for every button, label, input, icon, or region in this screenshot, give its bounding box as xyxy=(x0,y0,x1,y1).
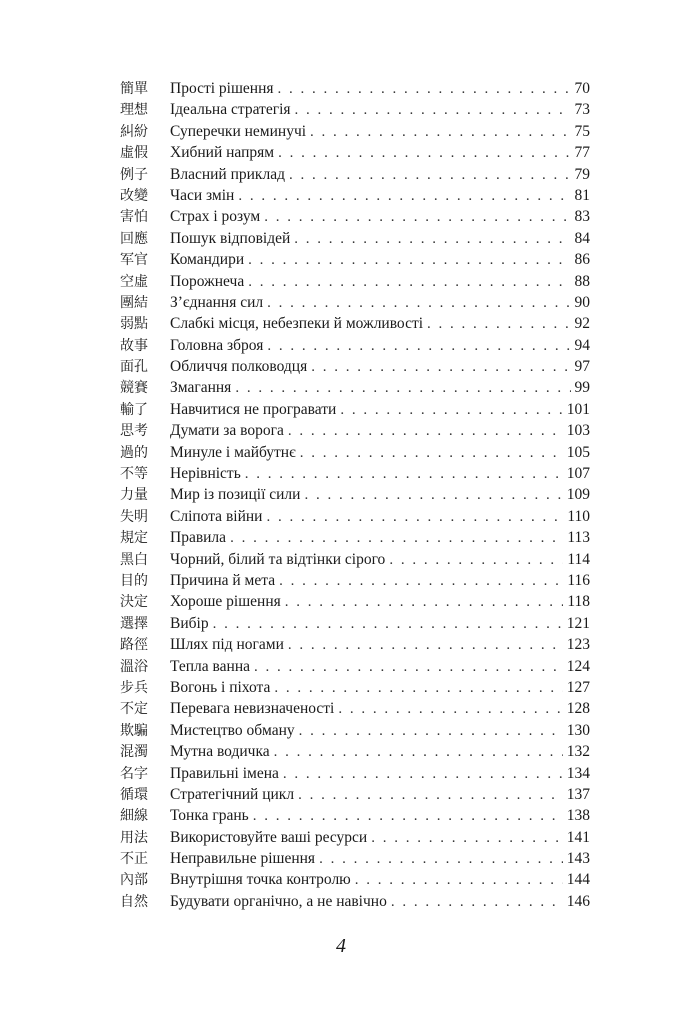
toc-entry-kanji: 军官 xyxy=(120,252,148,269)
toc-entry-kanji: 簡單 xyxy=(120,81,148,97)
toc-entry xyxy=(120,292,590,313)
toc-dot-leader xyxy=(230,528,563,549)
toc-entry-kanji: 糾紛 xyxy=(120,123,148,140)
toc-entry xyxy=(120,442,590,463)
toc-dot-leader xyxy=(245,464,563,485)
toc-entry-kanji: 名字 xyxy=(120,765,148,782)
toc-entry xyxy=(120,420,590,441)
toc-entry-page: 109 xyxy=(566,486,590,504)
toc-entry-page: 138 xyxy=(566,807,590,825)
toc-dot-leader xyxy=(389,550,563,571)
toc-entry-title: Хибний напрям xyxy=(170,144,275,162)
toc-entry-title: Шлях під ногами xyxy=(170,636,284,654)
toc-entry-kanji: 空虛 xyxy=(120,273,148,290)
toc-entry-title: Головна зброя xyxy=(170,336,264,354)
toc-entry xyxy=(120,335,590,356)
toc-entry-kanji: 目的 xyxy=(120,572,148,589)
toc-dot-leader xyxy=(340,400,562,421)
toc-dot-leader xyxy=(288,421,563,442)
toc-entry-kanji: 用法 xyxy=(120,829,148,846)
toc-dot-leader xyxy=(213,614,563,635)
toc-entry-page: 94 xyxy=(574,336,590,354)
toc-entry-page: 124 xyxy=(566,657,590,675)
toc-entry-title: Ідеальна стратегія xyxy=(170,101,291,119)
toc-entry xyxy=(120,206,590,227)
toc-entry xyxy=(120,142,590,163)
toc-entry xyxy=(120,527,590,548)
toc-entry-kanji: 選擇 xyxy=(120,615,148,632)
toc-entry xyxy=(120,677,590,698)
toc-entry-page: 97 xyxy=(574,358,590,376)
toc-dot-leader xyxy=(279,571,563,592)
toc-entry-kanji: 不正 xyxy=(120,851,148,868)
toc-entry xyxy=(120,869,590,890)
toc-entry-page: 90 xyxy=(574,293,590,311)
toc-entry-kanji: 改變 xyxy=(120,187,148,204)
toc-entry-page: 75 xyxy=(574,122,590,140)
toc-entry-page: 99 xyxy=(574,379,590,397)
toc-entry-page: 84 xyxy=(574,229,590,247)
toc-entry xyxy=(120,549,590,570)
toc-entry-kanji: 步兵 xyxy=(120,679,148,696)
toc-dot-leader xyxy=(278,79,571,100)
toc-entry xyxy=(120,78,590,99)
toc-entry-title: Порожнеча xyxy=(170,272,245,290)
toc-entry xyxy=(120,763,590,784)
toc-entry-title: Мир із позиції сили xyxy=(170,486,301,504)
toc-entry-page: 144 xyxy=(566,871,590,889)
toc-entry-page: 130 xyxy=(566,721,590,739)
toc-entry-title: Змагання xyxy=(170,379,232,397)
toc-entry-page: 121 xyxy=(566,614,590,632)
toc-entry-kanji: 不定 xyxy=(120,701,148,718)
toc-entry xyxy=(120,570,590,591)
toc-entry-title: Сліпота війни xyxy=(170,507,263,525)
toc-entry-kanji: 害怕 xyxy=(120,209,148,226)
toc-entry xyxy=(120,313,590,334)
toc-entry-kanji: 內部 xyxy=(120,872,148,889)
toc-dot-leader xyxy=(391,892,563,913)
toc-entry-title: Часи змін xyxy=(170,186,235,204)
toc-dot-leader xyxy=(235,378,570,399)
toc-dot-leader xyxy=(253,806,563,827)
toc-dot-leader xyxy=(248,272,570,293)
toc-entry xyxy=(120,377,590,398)
toc-dot-leader xyxy=(274,742,563,763)
toc-entry xyxy=(120,784,590,805)
toc-entry xyxy=(120,720,590,741)
toc-entry xyxy=(120,698,590,719)
toc-entry-kanji: 混濁 xyxy=(120,744,148,761)
toc-entry-kanji: 故事 xyxy=(120,337,148,354)
toc-entry xyxy=(120,356,590,377)
toc-entry-kanji: 力量 xyxy=(120,487,148,504)
toc-entry-title: Внутрішня точка контролю xyxy=(170,871,351,889)
toc-entry-title: Мутна водичка xyxy=(170,743,270,761)
toc-entry-page: 114 xyxy=(567,550,590,568)
toc-entry-page: 88 xyxy=(574,272,590,290)
toc-entry-page: 105 xyxy=(566,443,590,461)
toc-dot-leader xyxy=(338,699,562,720)
toc-entry-title: Вибір xyxy=(170,614,209,632)
toc-entry-kanji: 溫浴 xyxy=(120,658,148,675)
toc-entry-kanji: 回應 xyxy=(120,230,148,247)
toc-entry-title: Пошук відповідей xyxy=(170,229,291,247)
toc-entry-title: Використовуйте ваші ресурси xyxy=(170,828,368,846)
toc-entry-title: Тепла ванна xyxy=(170,657,251,675)
toc-entry-kanji: 不等 xyxy=(120,466,148,483)
toc-entry xyxy=(120,164,590,185)
toc-entry xyxy=(120,399,590,420)
toc-entry-kanji: 規定 xyxy=(120,530,148,547)
toc-entry xyxy=(120,463,590,484)
toc-entry-title: Будувати органічно, а не навічно xyxy=(170,892,387,910)
toc-entry-page: 146 xyxy=(566,892,590,910)
toc-entry-page: 110 xyxy=(567,507,590,525)
toc-entry-page: 132 xyxy=(566,743,590,761)
toc-entry-title: Вогонь і піхота xyxy=(170,678,271,696)
toc-entry-kanji: 自然 xyxy=(120,893,148,910)
toc-entry-title: Хороше рішення xyxy=(170,593,281,611)
toc-entry-kanji: 路徑 xyxy=(120,637,148,654)
toc-entry-title: Думати за ворога xyxy=(170,422,284,440)
toc-entry-page: 79 xyxy=(574,165,590,183)
toc-entry xyxy=(120,891,590,912)
toc-entry-page: 118 xyxy=(567,593,590,611)
toc-entry xyxy=(120,506,590,527)
toc-dot-leader xyxy=(311,357,570,378)
toc-entry-page: 113 xyxy=(567,529,590,547)
toc-entry xyxy=(120,656,590,677)
toc-entry xyxy=(120,827,590,848)
toc-dot-leader xyxy=(298,785,563,806)
toc-entry xyxy=(120,121,590,142)
toc-dot-leader xyxy=(288,635,563,656)
toc-entry-page: 83 xyxy=(574,208,590,226)
toc-entry-kanji: 決定 xyxy=(120,594,148,611)
toc-entry-page: 123 xyxy=(566,636,590,654)
toc-dot-leader xyxy=(304,485,562,506)
toc-dot-leader xyxy=(427,314,570,335)
toc-entry-kanji: 黑白 xyxy=(120,551,148,568)
toc-dot-leader xyxy=(355,870,563,891)
toc-entry-title: Неправильне рішення xyxy=(170,850,316,868)
toc-entry-page: 101 xyxy=(566,400,590,418)
toc-entry xyxy=(120,741,590,762)
toc-entry-title: Страх і розум xyxy=(170,208,261,226)
table-of-contents xyxy=(120,78,590,912)
toc-entry-page: 137 xyxy=(566,785,590,803)
toc-entry xyxy=(120,228,590,249)
toc-entry xyxy=(120,591,590,612)
toc-entry-title: Мистецтво обману xyxy=(170,721,295,739)
toc-entry-title: Власний приклад xyxy=(170,165,285,183)
toc-entry xyxy=(120,185,590,206)
toc-entry xyxy=(120,848,590,869)
page-number: 4 xyxy=(336,935,346,957)
toc-entry-title: Обличчя полководця xyxy=(170,358,308,376)
toc-entry-title: Минуле і майбутнє xyxy=(170,443,296,461)
toc-entry-page: 128 xyxy=(566,700,590,718)
toc-entry-page: 141 xyxy=(566,828,590,846)
toc-entry-page: 143 xyxy=(566,850,590,868)
toc-entry-kanji: 失明 xyxy=(120,508,148,525)
toc-entry xyxy=(120,805,590,826)
toc-entry-kanji: 欺騙 xyxy=(120,722,148,739)
toc-entry-kanji: 弱點 xyxy=(120,316,148,333)
toc-entry-page: 77 xyxy=(574,144,590,162)
toc-entry-kanji: 面孔 xyxy=(120,359,148,376)
toc-dot-leader xyxy=(289,165,571,186)
toc-entry-title: Навчитися не програвати xyxy=(170,400,337,418)
toc-dot-leader xyxy=(264,207,570,228)
toc-dot-leader xyxy=(319,849,563,870)
toc-entry-page: 70 xyxy=(574,80,590,97)
toc-entry xyxy=(120,99,590,120)
toc-dot-leader xyxy=(238,186,570,207)
toc-entry-kanji: 思考 xyxy=(120,423,148,440)
toc-entry-title: Стратегічний цикл xyxy=(170,785,295,803)
toc-entry-kanji: 過的 xyxy=(120,444,148,461)
toc-entry-title: Прості рішення xyxy=(170,80,274,97)
toc-entry-title: Правила xyxy=(170,529,227,547)
toc-dot-leader xyxy=(266,507,563,528)
toc-entry-title: З’єднання сил xyxy=(170,293,264,311)
toc-entry-page: 107 xyxy=(566,465,590,483)
toc-entry-page: 86 xyxy=(574,251,590,269)
toc-dot-leader xyxy=(283,764,563,785)
toc-dot-leader xyxy=(295,100,571,121)
toc-dot-leader xyxy=(267,336,570,357)
toc-dot-leader xyxy=(254,657,563,678)
toc-dot-leader xyxy=(274,678,562,699)
toc-entry xyxy=(120,249,590,270)
toc-entry-title: Правильні імена xyxy=(170,764,279,782)
toc-entry-kanji: 循環 xyxy=(120,786,148,803)
toc-dot-leader xyxy=(299,721,563,742)
toc-entry-kanji: 輸了 xyxy=(120,401,148,418)
toc-entry-kanji: 例子 xyxy=(120,166,148,183)
toc-dot-leader xyxy=(310,122,570,143)
toc-entry-page: 81 xyxy=(574,186,590,204)
toc-dot-leader xyxy=(285,592,564,613)
toc-entry-page: 73 xyxy=(574,101,590,119)
toc-dot-leader xyxy=(278,143,570,164)
toc-entry-title: Перевага невизначеності xyxy=(170,700,335,718)
toc-entry-title: Чорний, білий та відтінки сірого xyxy=(170,550,386,568)
toc-entry-page: 134 xyxy=(566,764,590,782)
toc-dot-leader xyxy=(248,250,570,271)
toc-entry-kanji: 競賽 xyxy=(120,380,148,397)
toc-entry-kanji: 細線 xyxy=(120,808,148,825)
toc-dot-leader xyxy=(294,229,570,250)
toc-entry-kanji: 團結 xyxy=(120,294,148,311)
toc-entry-kanji: 理想 xyxy=(120,102,148,119)
toc-dot-leader xyxy=(267,293,570,314)
toc-entry-page: 103 xyxy=(566,422,590,440)
toc-entry-title: Командири xyxy=(170,251,245,269)
toc-entry xyxy=(120,271,590,292)
toc-entry-kanji: 虛假 xyxy=(120,145,148,162)
toc-dot-leader xyxy=(371,828,563,849)
toc-entry-page: 127 xyxy=(566,678,590,696)
toc-entry-title: Слабкі місця, небезпеки й можливості xyxy=(170,315,424,333)
toc-entry-title: Причина й мета xyxy=(170,571,276,589)
toc-entry-title: Нерівність xyxy=(170,465,241,483)
toc-dot-leader xyxy=(300,443,563,464)
toc-entry-title: Суперечки неминучі xyxy=(170,122,307,140)
toc-entry-page: 92 xyxy=(574,315,590,333)
toc-entry-title: Тонка грань xyxy=(170,807,249,825)
toc-entry xyxy=(120,634,590,655)
toc-entry xyxy=(120,484,590,505)
toc-entry-page: 116 xyxy=(567,571,590,589)
toc-entry xyxy=(120,613,590,634)
